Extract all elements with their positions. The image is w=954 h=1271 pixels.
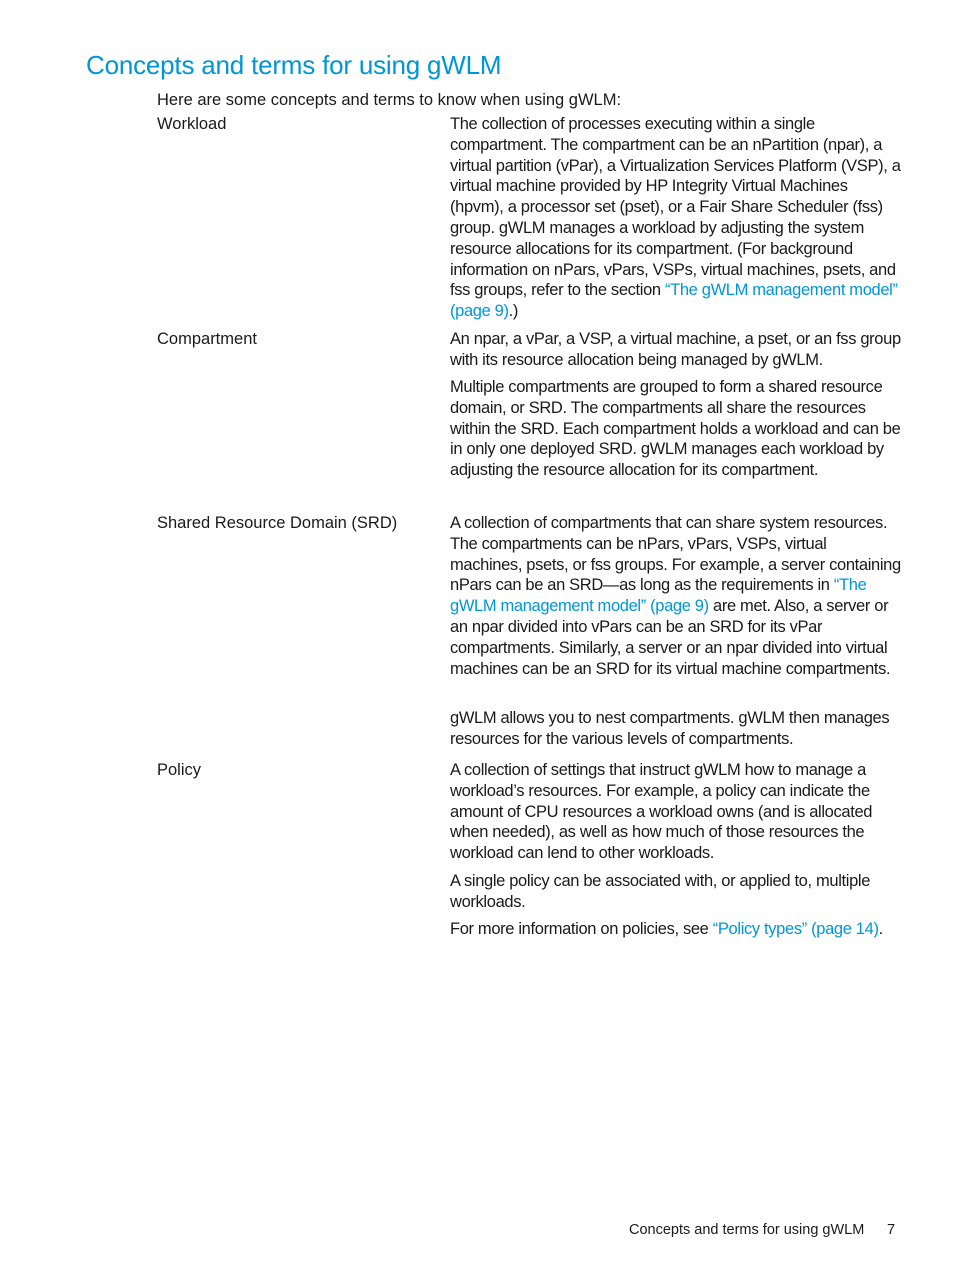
- term-workload: Workload: [157, 115, 227, 133]
- definition-policy-p3: [450, 919, 902, 940]
- definition-srd-p2: gWLM allows you to nest compartments. gWLM then manages resources for the various levels of compartments.: [450, 709, 890, 748]
- definition-srd-text: A collection of compartments that can share system resources. The compartments can be nPars, vPars, VSPs, virtual machines, psets, or fss groups. For example, a server containing nPars can be an SRD—as long as the requirements in: [450, 514, 901, 595]
- term-policy: Policy: [157, 761, 202, 779]
- definition-workload: [450, 114, 902, 322]
- definition-workload-end: .): [508, 302, 519, 321]
- footer-section-title: Concepts and terms for using gWLM: [629, 1222, 865, 1238]
- link-policy-types[interactable]: “Policy types” (page 14): [712, 920, 879, 938]
- definition-policy-p1: A collection of settings that instruct gWLM how to manage a workload’s resources. For example, a policy can indicate the amount of CPU resources a workload owns (and is allocated when needed), as well as how much of those resources the workload can lend to other workloads.: [450, 761, 873, 863]
- definition-compartment-p2: Multiple compartments are grouped to form a shared resource domain, or SRD. The compartments all share the resources within the SRD. Each compartment holds a workload and can be in only one deployed SRD. gWLM manages each workload by adjusting the resource allocation for its compartment.: [450, 378, 901, 480]
- intro-text: Here are some concepts and terms to know when using gWLM:: [157, 91, 622, 109]
- definition-compartment-p1: An npar, a vPar, a VSP, a virtual machine, a pset, or an fss group with its resource allocation being managed by gWLM.: [450, 330, 901, 369]
- term-srd: Shared Resource Domain (SRD): [157, 514, 398, 532]
- link-gwlm-management-model-2[interactable]: “The gWLM management model” (page 9): [450, 576, 867, 616]
- term-compartment: Compartment: [157, 330, 257, 348]
- definition-srd-end: are met. Also, a server or an npar divided into vPars can be an SRD for its vPar compartments. Similarly, a server or an npar divided into virtual machines can be an SRD for its virtual machine compartments.: [450, 597, 891, 678]
- definition-srd-p1: [450, 513, 902, 679]
- footer-page-number: 7: [887, 1222, 896, 1238]
- definition-policy-p2: A single policy can be associated with, or applied to, multiple workloads.: [450, 872, 871, 911]
- definition-workload-text: The collection of processes executing within a single compartment. The compartment can be an nPartition (npar), a virtual partition (vPar), a Virtualization Services Platform (VSP), a virtual machine provided by HP Integrity Virtual Machines (hpvm), a processor set (pset), or a Fair Share Scheduler (fss) group. gWLM manages a workload by adjusting the system resource allocations for its compartment. (For background information on nPars, vPars, VSPs, virtual machines, psets, and fss groups, refer to the section: [450, 115, 901, 300]
- definition-policy-p3-text: For more information on policies, see: [450, 920, 713, 938]
- link-gwlm-management-model[interactable]: “The gWLM management model” (page 9): [450, 281, 898, 321]
- page-title: Concepts and terms for using gWLM: [86, 50, 502, 80]
- definition-policy-p3-end: .: [878, 920, 883, 938]
